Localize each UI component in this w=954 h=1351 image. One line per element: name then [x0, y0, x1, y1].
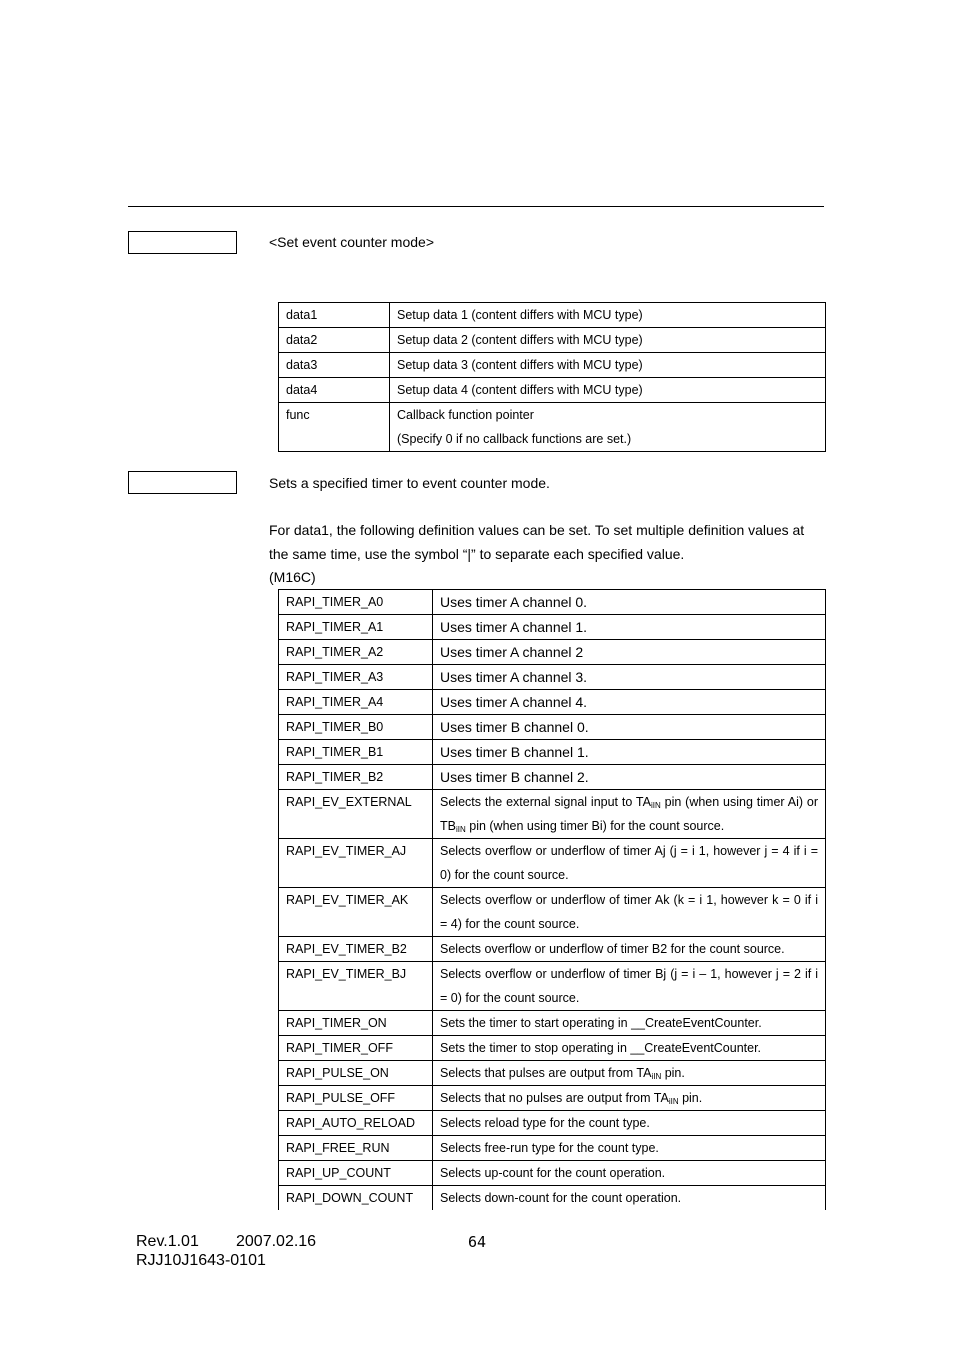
- table-row: [279, 962, 826, 1011]
- def-name: RAPI_TIMER_A1: [279, 615, 433, 640]
- table-row: [279, 765, 826, 790]
- def-name: RAPI_TIMER_B2: [279, 765, 433, 790]
- table-row: [279, 1086, 826, 1111]
- def-name: RAPI_TIMER_ON: [279, 1011, 433, 1036]
- def-name: RAPI_EV_TIMER_AJ: [279, 839, 433, 888]
- def-desc: [433, 790, 826, 839]
- def-desc: Selects down-count for the count operation.: [433, 1186, 826, 1211]
- def-desc-part: pin.: [678, 1091, 703, 1105]
- table-row: [279, 839, 826, 888]
- section-description: Sets a specified timer to event counter mode.: [269, 475, 550, 491]
- def-name: RAPI_EV_TIMER_AK: [279, 888, 433, 937]
- def-name: RAPI_PULSE_ON: [279, 1061, 433, 1086]
- def-name: RAPI_TIMER_B1: [279, 740, 433, 765]
- section-label-box-description: [128, 471, 237, 494]
- param-name: func: [279, 403, 390, 452]
- table-row: [279, 690, 826, 715]
- pin-subscript: iIN: [650, 801, 661, 810]
- table-row: [279, 353, 826, 378]
- mcu-label: (M16C): [269, 569, 316, 585]
- footer-doc-id: RJJ10J1643-0101: [136, 1252, 266, 1269]
- def-name: RAPI_TIMER_A2: [279, 640, 433, 665]
- def-desc: Uses timer A channel 2: [433, 640, 826, 665]
- param-desc-line1: Callback function pointer: [397, 408, 534, 422]
- def-desc: Selects up-count for the count operation.: [433, 1161, 826, 1186]
- def-desc: Sets the timer to start operating in __CreateEventCounter.: [433, 1011, 826, 1036]
- definition-table: [278, 589, 826, 1210]
- table-row: [279, 1186, 826, 1211]
- footer-date: 2007.02.16: [236, 1233, 317, 1250]
- def-desc: Selects free-run type for the count type.: [433, 1136, 826, 1161]
- param-name: data4: [279, 378, 390, 403]
- page-number: 64: [468, 1233, 487, 1251]
- def-name: RAPI_TIMER_A4: [279, 690, 433, 715]
- def-desc: Uses timer B channel 1.: [433, 740, 826, 765]
- pin-subscript: iIN: [668, 1097, 679, 1106]
- def-name: RAPI_DOWN_COUNT: [279, 1186, 433, 1211]
- def-name: RAPI_TIMER_B0: [279, 715, 433, 740]
- pin-subscript: iIN: [651, 1072, 662, 1081]
- def-desc: Uses timer A channel 3.: [433, 665, 826, 690]
- table-row: [279, 888, 826, 937]
- def-name: RAPI_EV_TIMER_B2: [279, 937, 433, 962]
- param-desc: [390, 403, 826, 452]
- data1-intro-paragraph: For data1, the following definition values can be set. To set multiple definition values at the same time, use the symbol “|” to separate each specified value.: [269, 522, 805, 562]
- def-name: RAPI_PULSE_OFF: [279, 1086, 433, 1111]
- table-row: [279, 1161, 826, 1186]
- def-desc: Selects reload type for the count type.: [433, 1111, 826, 1136]
- param-desc: Setup data 4 (content differs with MCU type): [390, 378, 826, 403]
- table-row: [279, 303, 826, 328]
- table-row: [279, 640, 826, 665]
- def-desc: [433, 1061, 826, 1086]
- table-row: [279, 1136, 826, 1161]
- param-name: data1: [279, 303, 390, 328]
- def-desc: Selects overflow or underflow of timer Ak (k = i 1, however k = 0 if i = 4) for the count source.: [433, 888, 826, 937]
- def-desc-part: pin (when using timer Bi) for the count source.: [465, 819, 725, 833]
- def-name: RAPI_TIMER_A3: [279, 665, 433, 690]
- param-desc: Setup data 2 (content differs with MCU type): [390, 328, 826, 353]
- footer-revision: Rev.1.01: [136, 1233, 199, 1250]
- table-row: [279, 1061, 826, 1086]
- def-name: RAPI_UP_COUNT: [279, 1161, 433, 1186]
- def-desc: Uses timer A channel 4.: [433, 690, 826, 715]
- def-desc: Sets the timer to stop operating in __CreateEventCounter.: [433, 1036, 826, 1061]
- def-desc: Uses timer A channel 1.: [433, 615, 826, 640]
- parameter-table: [278, 302, 826, 452]
- pin-subscript: iIN: [455, 825, 466, 834]
- section-label-box-function: [128, 231, 237, 254]
- table-row: [279, 790, 826, 839]
- param-name: data3: [279, 353, 390, 378]
- header-rule: [128, 206, 824, 207]
- def-name: RAPI_EV_EXTERNAL: [279, 790, 433, 839]
- def-desc-part: pin.: [661, 1066, 685, 1080]
- def-name: RAPI_TIMER_OFF: [279, 1036, 433, 1061]
- table-row: [279, 715, 826, 740]
- table-row: [279, 403, 826, 452]
- param-desc: Setup data 3 (content differs with MCU type): [390, 353, 826, 378]
- def-desc: Selects overflow or underflow of timer Aj (j = i 1, however j = 4 if i = 0) for the count source.: [433, 839, 826, 888]
- def-name: RAPI_TIMER_A0: [279, 590, 433, 615]
- def-desc: Uses timer B channel 2.: [433, 765, 826, 790]
- table-row: [279, 740, 826, 765]
- def-desc: Uses timer B channel 0.: [433, 715, 826, 740]
- table-row: [279, 1111, 826, 1136]
- def-desc: Uses timer A channel 0.: [433, 590, 826, 615]
- def-desc-part: Selects that pulses are output from TA: [440, 1066, 652, 1080]
- def-name: RAPI_FREE_RUN: [279, 1136, 433, 1161]
- param-name: data2: [279, 328, 390, 353]
- table-row: [279, 328, 826, 353]
- table-row: [279, 378, 826, 403]
- param-desc: Setup data 1 (content differs with MCU type): [390, 303, 826, 328]
- table-row: [279, 665, 826, 690]
- def-desc-part: Selects the external signal input to TA: [440, 795, 651, 809]
- def-desc: [433, 1086, 826, 1111]
- table-row: [279, 1011, 826, 1036]
- def-desc-part: pin (when using timer Ai) or TB: [440, 795, 818, 833]
- param-desc-line2: (Specify 0 if no callback functions are set.): [397, 432, 632, 446]
- table-row: [279, 1036, 826, 1061]
- def-desc: Selects overflow or underflow of timer Bj (j = i – 1, however j = 2 if i = 0) for the count source.: [433, 962, 826, 1011]
- section-title: <Set event counter mode>: [269, 234, 434, 250]
- def-name: RAPI_AUTO_RELOAD: [279, 1111, 433, 1136]
- table-row: [279, 937, 826, 962]
- table-row: [279, 615, 826, 640]
- def-desc: Selects overflow or underflow of timer B2 for the count source.: [433, 937, 826, 962]
- table-row: [279, 590, 826, 615]
- def-desc-part: Selects that no pulses are output from TA: [440, 1091, 669, 1105]
- def-name: RAPI_EV_TIMER_BJ: [279, 962, 433, 1011]
